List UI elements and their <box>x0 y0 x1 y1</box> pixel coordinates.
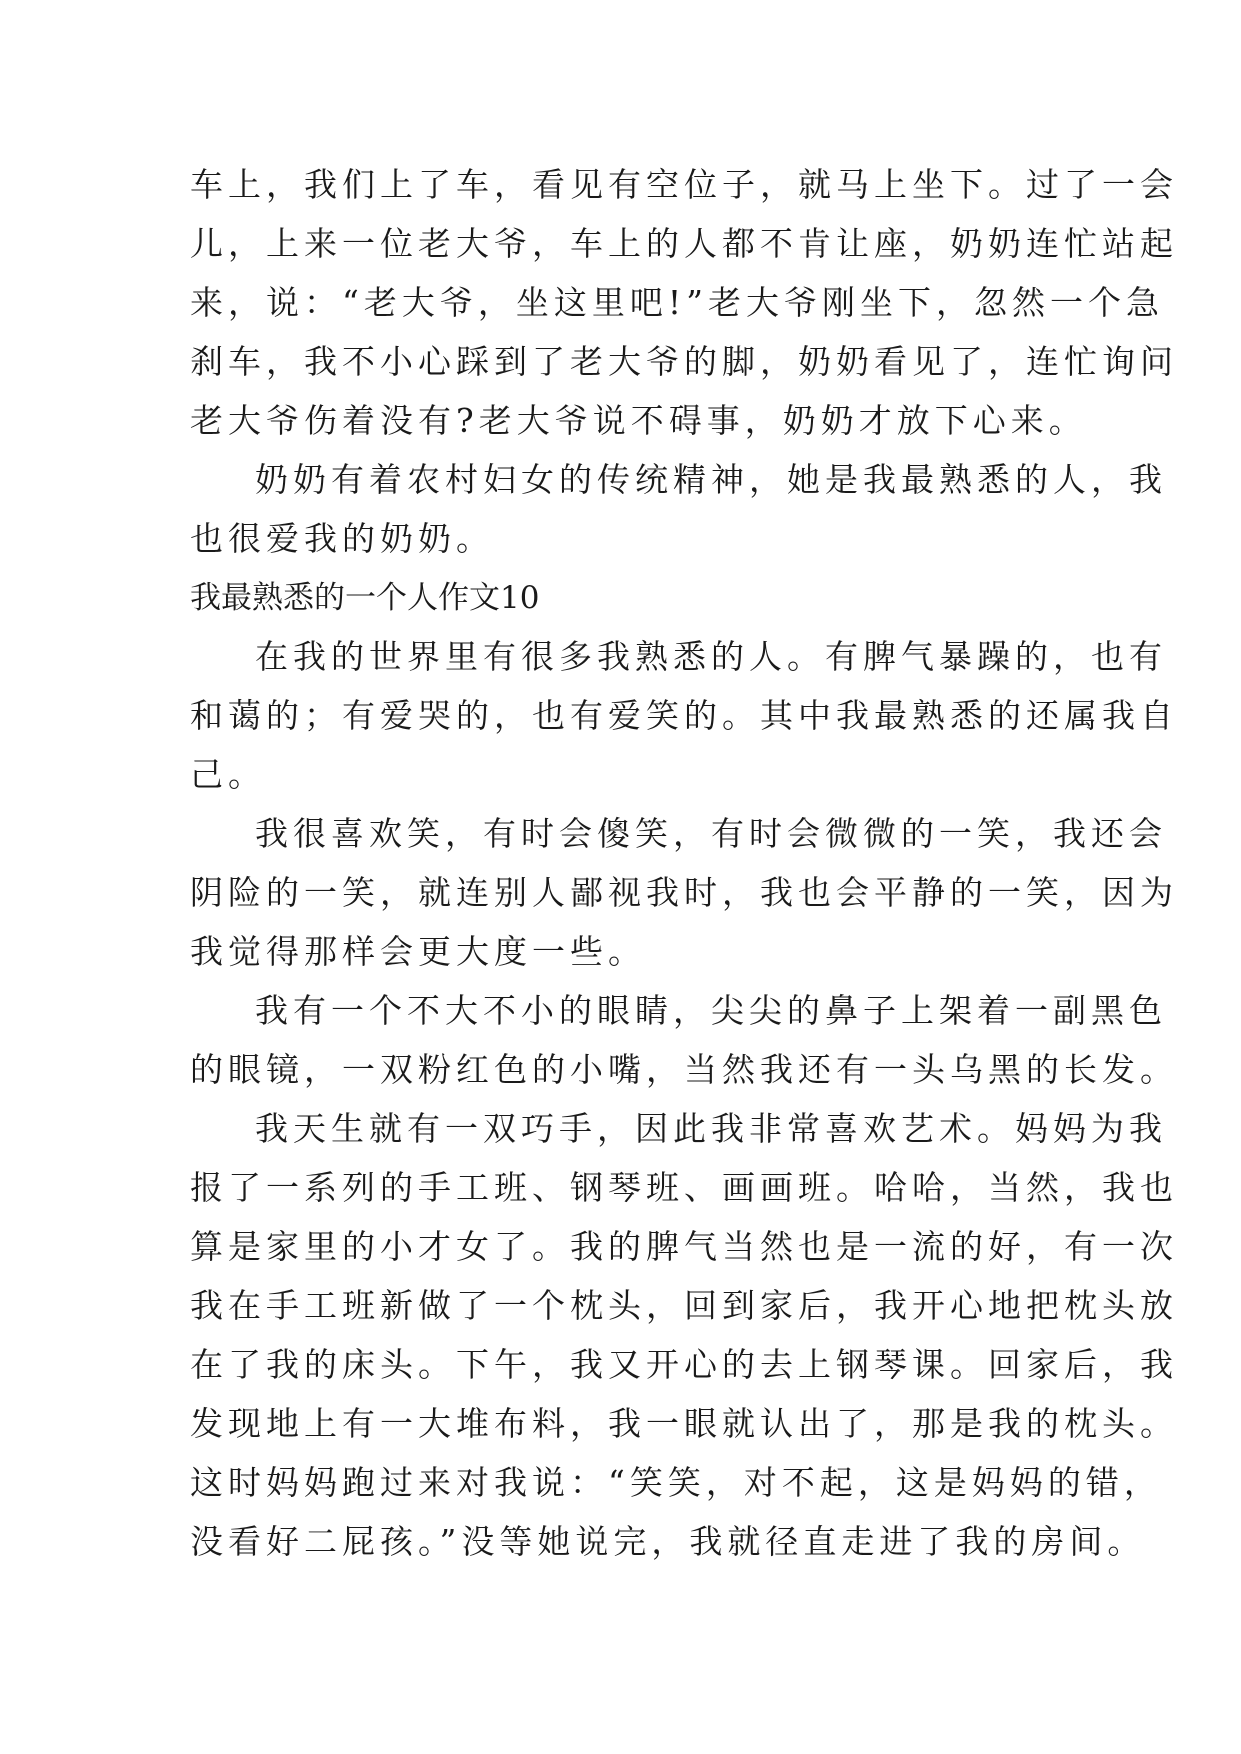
paragraph-first-line: 在我的世界里有很多我熟悉的人。有脾气暴躁的，也有 <box>255 637 1167 676</box>
text-line: 报了一系列的手工班、钢琴班、画画班。哈哈，当然，我也 <box>190 1168 1178 1207</box>
text-line: 阴险的一笑，就连别人鄙视我时，我也会平静的一笑，因为 <box>190 873 1178 912</box>
text-line: 我觉得那样会更大度一些。 <box>190 932 646 971</box>
text-line: 刹车，我不小心踩到了老大爷的脚，奶奶看见了，连忙询问 <box>190 342 1178 381</box>
paragraph-first-line: 我很喜欢笑，有时会傻笑，有时会微微的一笑，我还会 <box>255 814 1167 853</box>
text-line: 发现地上有一大堆布料，我一眼就认出了，那是我的枕头。 <box>190 1404 1178 1443</box>
text-line: 在了我的床头。下午，我又开心的去上钢琴课。回家后，我 <box>190 1345 1178 1384</box>
text-line: 没看好二屁孩。”没等她说完，我就径直走进了我的房间。 <box>190 1522 1146 1561</box>
text-line: 车上，我们上了车，看见有空位子，就马上坐下。过了一会 <box>190 165 1178 204</box>
text-line: 这时妈妈跑过来对我说：“笑笑，对不起，这是妈妈的错， <box>190 1463 1162 1502</box>
text-line: 的眼镜，一双粉红色的小嘴，当然我还有一头乌黑的长发。 <box>190 1050 1178 1089</box>
text-line: 来，说：“老大爷，坐这里吧!”老大爷刚坐下，忽然一个急 <box>190 283 1165 322</box>
paragraph-first-line: 奶奶有着农村妇女的传统精神，她是我最熟悉的人，我 <box>255 460 1167 499</box>
text-line: 我在手工班新做了一个枕头，回到家后，我开心地把枕头放 <box>190 1286 1178 1325</box>
paragraph-first-line: 我有一个不大不小的眼睛，尖尖的鼻子上架着一副黑色 <box>255 991 1167 1030</box>
text-line: 和蔼的；有爱哭的，也有爱笑的。其中我最熟悉的还属我自 <box>190 696 1178 735</box>
text-line: 儿，上来一位老大爷，车上的人都不肯让座，奶奶连忙站起 <box>190 224 1178 263</box>
paragraph-first-line: 我天生就有一双巧手，因此我非常喜欢艺术。妈妈为我 <box>255 1109 1167 1148</box>
text-line: 老大爷伤着没有?老大爷说不碍事，奶奶才放下心来。 <box>190 401 1087 440</box>
text-line: 也很爱我的奶奶。 <box>190 519 494 558</box>
text-line: 算是家里的小才女了。我的脾气当然也是一流的好，有一次 <box>190 1227 1178 1266</box>
section-heading: 我最熟悉的一个人作文10 <box>190 580 540 616</box>
text-line: 己。 <box>190 755 266 794</box>
